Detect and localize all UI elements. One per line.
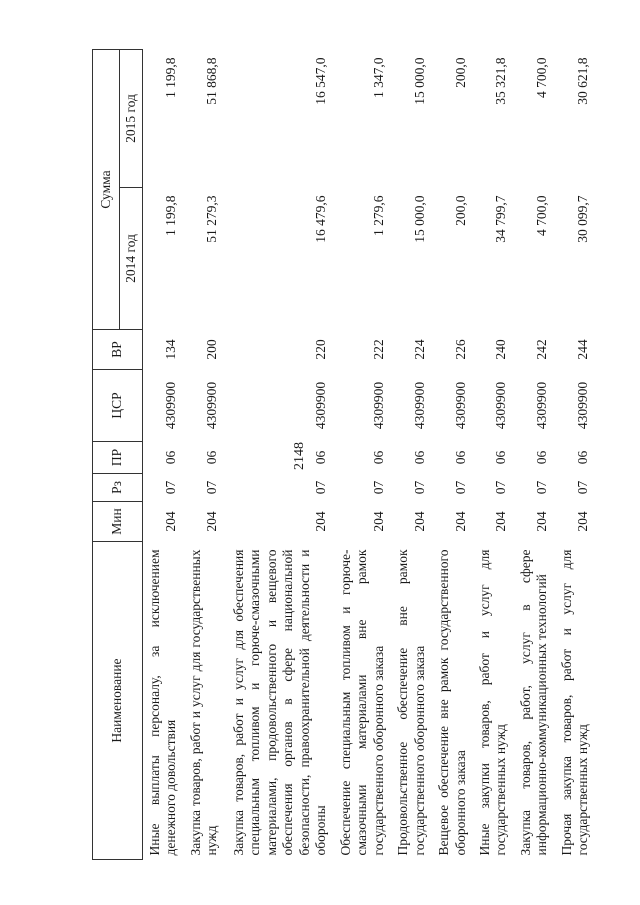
row-min-cell: 204 (452, 511, 468, 532)
table-row (143, 49, 182, 859)
row-sum-2014-cell: 16 479,6 (313, 195, 329, 243)
row-csr-cell: 4309900 (204, 381, 220, 430)
row-csr-cell: 4309900 (493, 381, 509, 430)
row-min-cell: 204 (534, 511, 550, 532)
row-sum-2014-cell: 1 199,8 (163, 195, 179, 236)
row-sum-2015-cell: 16 547,0 (313, 57, 329, 105)
header-min: Мин (93, 502, 143, 542)
row-name-cell: Закупка товаров, работ и услуг для обеспечения специальным топливом и горюче-смазочными материалами, продовольственного и вещевого обеспечения органов в сфере национальной безопасности, правоохранительной деятельности и обороны (230, 549, 329, 856)
row-csr-cell: 4309900 (452, 381, 468, 430)
row-name-cell: Иные закупки товаров, работ и услуг для государственных нужд (476, 549, 509, 856)
row-name-cell: Закупка товаров, работ и услуг для государственных нужд (187, 549, 220, 856)
row-rz-cell: 07 (204, 480, 220, 495)
row-name-cell: Вещевое обеспечение вне рамок государственного оборонного заказа (436, 549, 468, 856)
row-rz-cell: 07 (411, 480, 427, 495)
table-row (389, 49, 430, 859)
table-row (223, 49, 332, 859)
row-name-cell: Прочая закупка товаров, работ и услуг для государственных нужд (558, 549, 591, 856)
row-vr-cell: 134 (163, 339, 179, 360)
row-min-cell: 204 (411, 511, 427, 532)
header-csr: ЦСР (93, 370, 143, 442)
row-sum-2014-cell: 34 799,7 (493, 195, 509, 243)
row-pr-cell: 06 (163, 450, 179, 465)
header-year-2014: 2014 год (120, 188, 143, 330)
rotated-table-container (92, 50, 622, 860)
row-sum-2014-cell: 30 099,7 (575, 195, 591, 243)
row-sum-2015-cell: 200,0 (452, 57, 468, 88)
row-rz-cell: 07 (575, 480, 591, 495)
header-pr: ПР (93, 442, 143, 474)
row-pr-cell: 06 (493, 450, 509, 465)
row-vr-cell: 226 (452, 339, 468, 360)
row-rz-cell: 07 (163, 480, 179, 495)
row-csr-cell: 4309900 (534, 381, 550, 430)
row-sum-2015-cell: 1 347,0 (370, 57, 386, 98)
row-vr-cell: 242 (534, 339, 550, 360)
row-csr-cell: 4309900 (575, 381, 591, 430)
row-sum-2014-cell: 15 000,0 (411, 195, 427, 243)
row-rz-cell: 07 (493, 480, 509, 495)
row-min-cell: 204 (163, 511, 179, 532)
table-row (182, 49, 223, 859)
row-rz-cell: 07 (313, 480, 329, 495)
row-csr-cell: 4309900 (370, 381, 386, 430)
row-min-cell: 204 (575, 511, 591, 532)
row-vr-cell: 222 (370, 339, 386, 360)
row-sum-2014-cell: 4 700,0 (534, 195, 550, 236)
table-row (512, 49, 553, 859)
page-number: 2148 (292, 442, 307, 470)
row-sum-2014-cell: 200,0 (452, 195, 468, 226)
row-pr-cell: 06 (534, 450, 550, 465)
table-body (143, 49, 594, 859)
table-row (430, 49, 471, 859)
row-vr-cell: 240 (493, 339, 509, 360)
row-name-cell: Иные выплаты персоналу, за исключением денежного довольствия (147, 549, 179, 856)
row-min-cell: 204 (204, 511, 220, 532)
header-sum: Сумма (93, 49, 120, 329)
row-vr-cell: 244 (575, 339, 591, 360)
row-csr-cell: 4309900 (313, 381, 329, 430)
row-name-cell: Продовольственное обеспечение вне рамок государственного оборонного заказа (395, 549, 427, 856)
row-min-cell: 204 (370, 511, 386, 532)
row-rz-cell: 07 (452, 480, 468, 495)
row-name-cell: Обеспечение специальным топливом и горюче-смазочными материалами вне рамок государственного оборонного заказа (337, 549, 386, 856)
row-rz-cell: 07 (370, 480, 386, 495)
row-rz-cell: 07 (534, 480, 550, 495)
table-row (553, 49, 594, 859)
header-rz: Рз (93, 474, 143, 502)
table-row (332, 49, 389, 859)
row-sum-2015-cell: 51 868,8 (204, 57, 220, 105)
row-pr-cell: 06 (370, 450, 386, 465)
row-pr-cell: 06 (411, 450, 427, 465)
row-vr-cell: 220 (313, 339, 329, 360)
table-row (471, 49, 512, 859)
row-sum-2015-cell: 35 321,8 (493, 57, 509, 105)
row-sum-2015-cell: 30 621,8 (575, 57, 591, 105)
row-csr-cell: 4309900 (411, 381, 427, 430)
header-vr: ВР (93, 330, 143, 370)
row-sum-2015-cell: 15 000,0 (411, 57, 427, 105)
row-sum-2015-cell: 4 700,0 (534, 57, 550, 98)
row-pr-cell: 06 (575, 450, 591, 465)
budget-table (92, 49, 594, 860)
row-pr-cell: 06 (452, 450, 468, 465)
row-sum-2014-cell: 51 279,3 (204, 195, 220, 243)
row-pr-cell: 06 (204, 450, 220, 465)
row-pr-cell: 06 (313, 450, 329, 465)
header-name: Наименование (93, 542, 143, 860)
row-sum-2014-cell: 1 279,6 (370, 195, 386, 236)
row-vr-cell: 200 (204, 339, 220, 360)
row-min-cell: 204 (313, 511, 329, 532)
header-year-2015: 2015 год (120, 49, 143, 187)
row-csr-cell: 4309900 (163, 381, 179, 430)
row-vr-cell: 224 (411, 339, 427, 360)
row-min-cell: 204 (493, 511, 509, 532)
row-name-cell: Закупка товаров, работ, услуг в сфере информационно-коммуникационных технологий (517, 549, 550, 856)
table-header (93, 49, 143, 859)
row-sum-2015-cell: 1 199,8 (163, 57, 179, 98)
